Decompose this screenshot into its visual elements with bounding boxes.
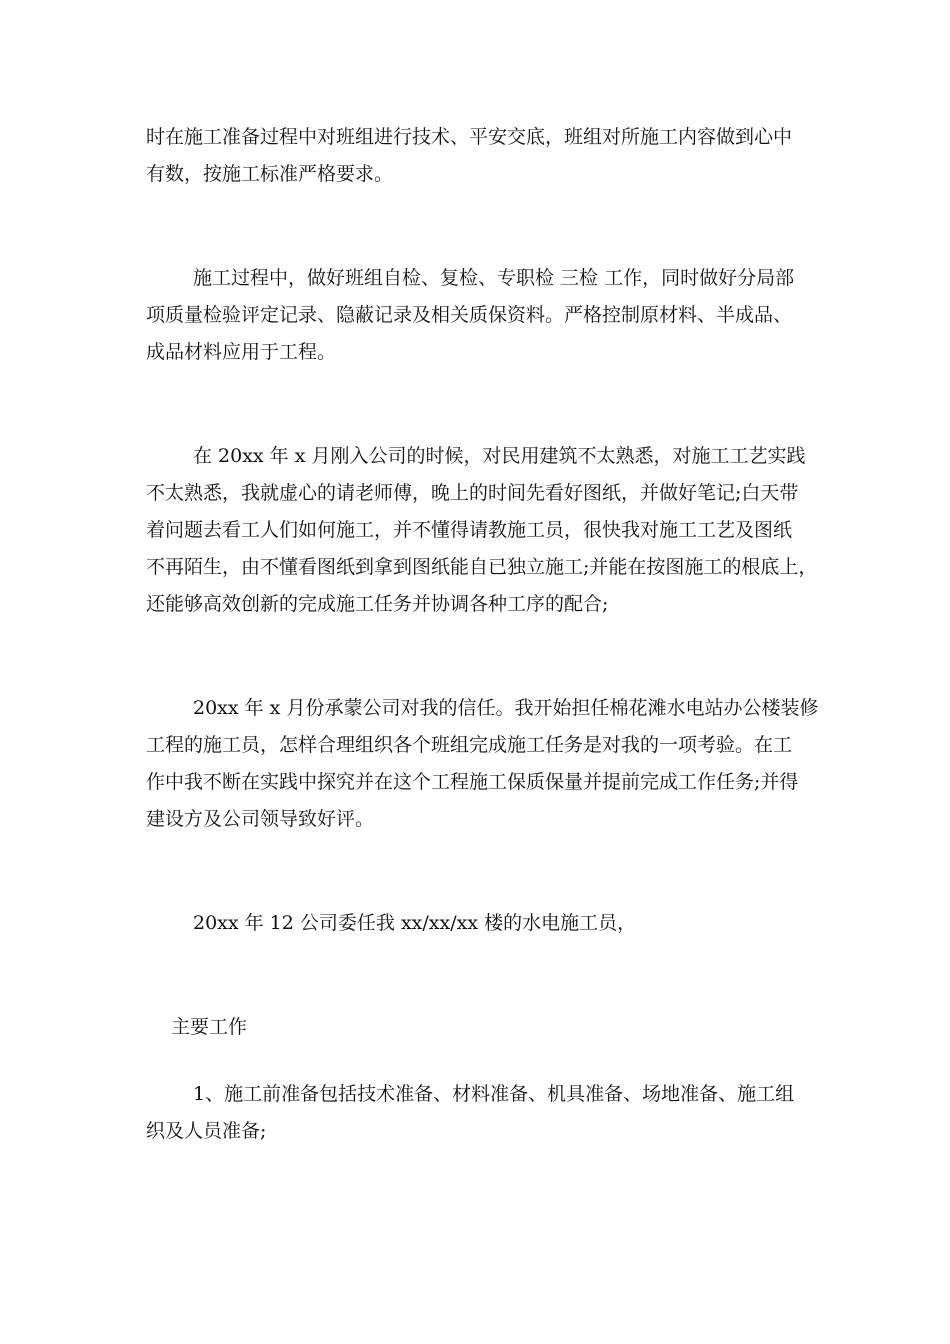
section-heading: 主要工作 [171, 1016, 248, 1038]
paragraph-3-line-3: 着问题去看工人们如何施工，并不懂得请教施工员，很快我对施工工艺及图纸 [146, 519, 793, 541]
paragraph-2-line-3: 成品材料应用于工程。 [146, 341, 337, 363]
paragraph-4-line-3: 作中我不断在实践中探究并在这个工程施工保质保量并提前完成工作任务;并得 [146, 771, 799, 793]
paragraph-3-line-2: 不太熟悉，我就虚心的请老师傅，晚上的时间先看好图纸，并做好笔记;白天带 [146, 482, 799, 504]
paragraph-2-line-1: 施工过程中，做好班组自检、复检、专职检 三检 工作，同时做好分局部 [193, 267, 795, 289]
paragraph-6-line-1: 1、施工前准备包括技术准备、材料准备、机具准备、场地准备、施工组 [193, 1083, 795, 1105]
paragraph-2-line-2: 项质量检验评定记录、隐蔽记录及相关质保资料。严格控制原材料、半成品、 [146, 304, 793, 326]
paragraph-4-line-2: 工程的施工员，怎样合理组织各个班组完成施工任务是对我的一项考验。在工 [146, 734, 793, 756]
paragraph-5-line-1: 20xx 年 12 公司委任我 xx/xx/xx 楼的水电施工员， [193, 912, 637, 934]
paragraph-4-line-4: 建设方及公司领导致好评。 [146, 808, 375, 830]
paragraph-1-line-1: 时在施工准备过程中对班组进行技术、平安交底，班组对所施工内容做到心中 [146, 126, 793, 148]
paragraph-1-line-2: 有数，按施工标准严格要求。 [146, 163, 394, 185]
paragraph-3-line-5: 还能够高效创新的完成施工任务并协调各种工序的配合; [146, 593, 609, 615]
paragraph-3-line-4: 不再陌生，由不懂看图纸到拿到图纸能自已独立施工;并能在按图施工的根底上， [146, 556, 818, 578]
paragraph-6-line-2: 织及人员准备; [146, 1120, 267, 1142]
paragraph-3-line-1: 在 20xx 年 x 月刚入公司的时候，对民用建筑不太熟悉，对施工工艺实践 [193, 445, 806, 467]
paragraph-4-line-1: 20xx 年 x 月份承蒙公司对我的信任。我开始担任棉花滩水电站办公楼装修 [193, 697, 819, 719]
